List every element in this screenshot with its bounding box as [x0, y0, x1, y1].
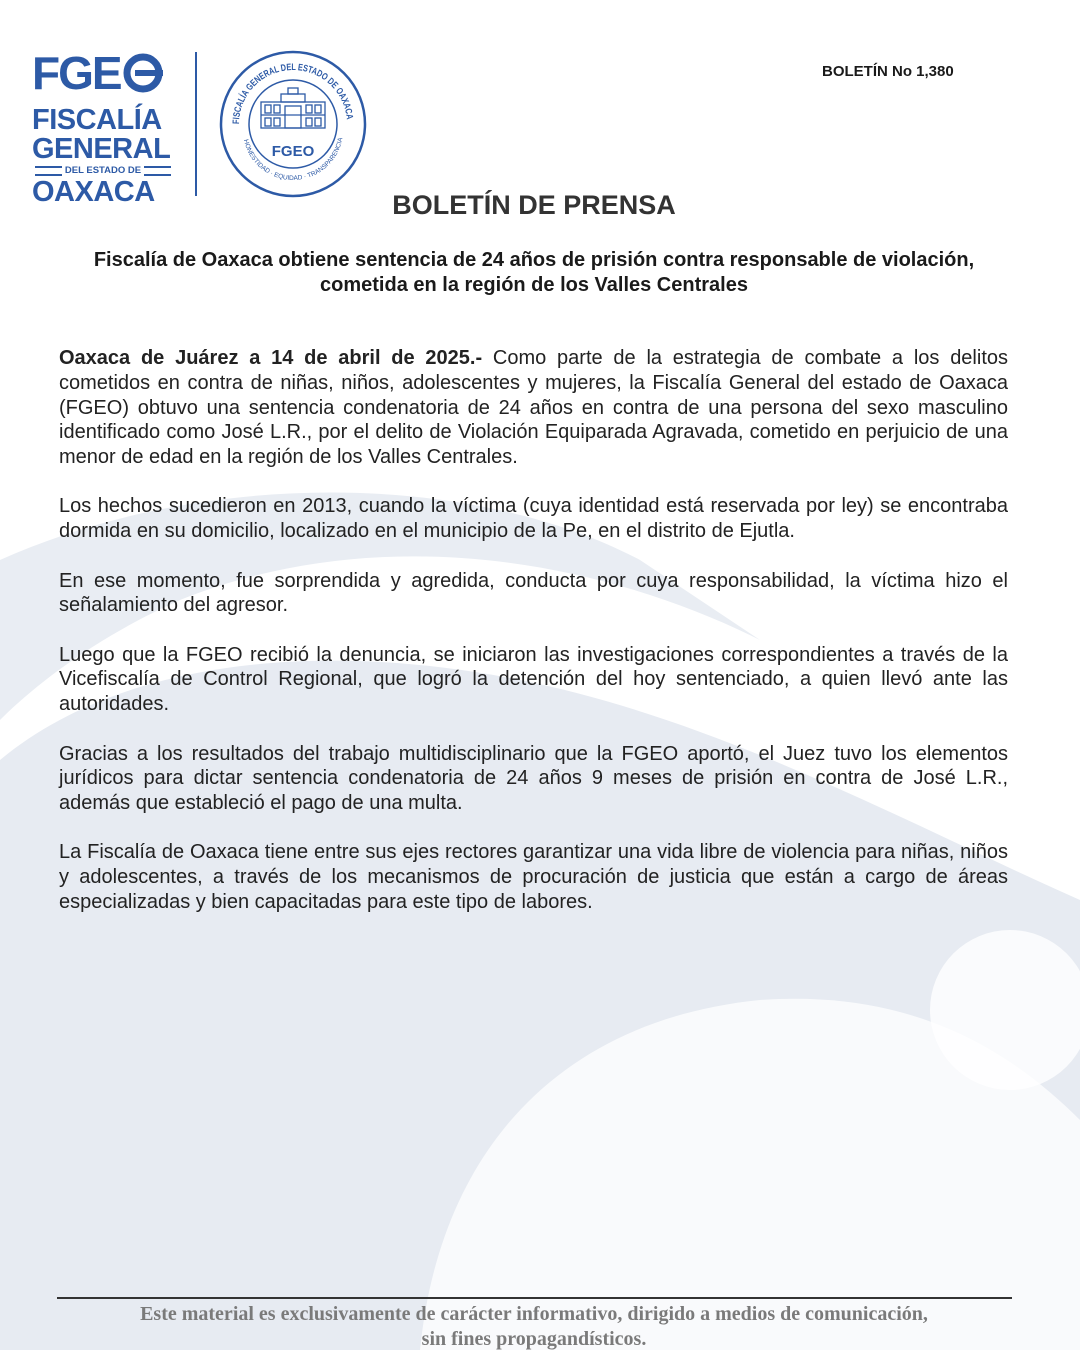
- fgeo-seal-icon: [219, 50, 367, 198]
- logo-bars-right: [144, 166, 171, 176]
- footer-line-1: Este material es exclusivamente de carácter informativo, dirigido a medios de comunicación,: [140, 1303, 928, 1325]
- seal-center-text: FGEO: [271, 143, 315, 160]
- logo-divider: [195, 52, 197, 196]
- logo-line-oaxaca: OAXACA: [32, 176, 155, 208]
- footer-disclaimer: [40, 1302, 1028, 1352]
- bulletin-number: BOLETÍN No 1,380: [822, 63, 954, 80]
- paragraph-6: La Fiscalía de Oaxaca tiene entre sus ejes rectores garantizar una vida libre de violencia para niñas, niños y adolescentes, a través de los mecanismos de procuración de justicia que están a cargo de áreas especializadas y bien capacitadas para este tipo de labores.: [59, 841, 1008, 914]
- document-title: BOLETÍN DE PRENSA: [392, 190, 676, 220]
- logo-line-fiscalia: FISCALÍA: [32, 104, 162, 136]
- footer-divider: [57, 1297, 1012, 1299]
- paragraph-2: Los hechos sucedieron en 2013, cuando la víctima (cuya identidad está reservada por ley) se encontraba dormida en su domicilio, localizado en el municipio de la Pe, en el distrito de Ejutla.: [59, 495, 1008, 543]
- seal-ring-bottom-text: HONESTIDAD · EQUIDAD · TRANSPARENCIA: [241, 137, 345, 183]
- logo-bars-left: [35, 166, 62, 176]
- logo-acronym: [32, 47, 174, 99]
- headline: Fiscalía de Oaxaca obtiene sentencia de 24 años de prisión contra responsable de violación, cometida en la región de los Valles Centrales: [93, 249, 975, 296]
- logo-line-del-estado-text: DEL ESTADO DE: [64, 165, 142, 176]
- seal-ring-top-text: FISCALÍA GENERAL DEL ESTADO DE OAXACA: [230, 61, 356, 125]
- paragraph-4: Luego que la FGEO recibió la denuncia, se iniciaron las investigaciones correspondientes a través de la Vicefiscalía de Control Regional, que logró la detención del hoy sentenciado, a quien llevó ante las autoridades.: [59, 643, 1008, 716]
- dateline: Oaxaca de Juárez a 14 de abril de 2025.-: [59, 347, 483, 369]
- paragraph-5: Gracias a los resultados del trabajo multidisciplinario que la FGEO aportó, el Juez tuvo los elementos jurídicos para dictar sentencia condenatoria de 24 años 9 meses de prisión en contra de José L.R., además que estableció el pago de una multa.: [59, 742, 1008, 815]
- logo-acronym-text: FGE: [32, 47, 121, 99]
- fgeo-logo: [32, 47, 174, 208]
- paragraph-1-text: Como parte de la estrategia de combate a los delitos cometidos en contra de niñas, niños, adolescentes y mujeres, la Fiscalía General del estado de Oaxaca (FGEO) obtuvo una sentencia condenatoria de 24 años en contra de una persona del sexo masculino identificado como José L.R., por el delito de Violación Equiparada Agravada, cometido en perjuicio de una menor de edad en la región de los Valles Centrales.: [59, 347, 1009, 469]
- paragraph-1: [59, 346, 1008, 470]
- article-body: [59, 346, 1008, 939]
- logo-o-icon: [123, 53, 163, 93]
- paragraph-3: En ese momento, fue sorprendida y agredida, conducta por cuya responsabilidad, la víctima hizo el señalamiento del agresor.: [59, 569, 1008, 617]
- footer-line-2: sin fines propagandísticos.: [421, 1328, 647, 1350]
- logo-line-general: GENERAL: [32, 133, 171, 165]
